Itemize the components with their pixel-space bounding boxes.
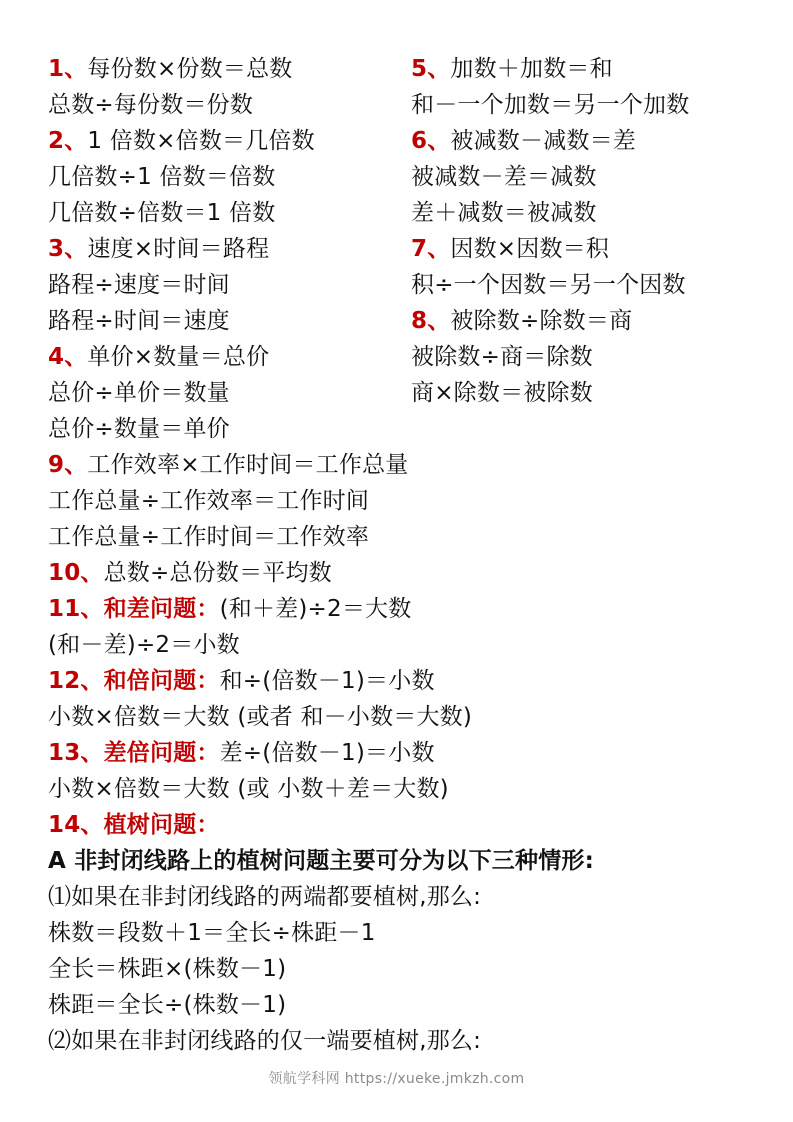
case-1-formula-a xyxy=(48,918,376,948)
formula-text: 商×除数＝被除数 xyxy=(411,380,593,406)
formula-1b xyxy=(48,90,253,120)
formula-text: 小数×倍数＝大数 (或 小数＋差＝大数) xyxy=(48,776,449,802)
case-1-formula-c xyxy=(48,990,286,1020)
formula-12 xyxy=(48,666,435,696)
formula-3c xyxy=(48,306,230,336)
formula-6 xyxy=(411,126,636,156)
formula-text: 1 倍数×倍数＝几倍数 xyxy=(87,128,315,154)
formula-8 xyxy=(411,306,632,336)
subheading-text: A 非封闭线路上的植树问题主要可分为以下三种情形: xyxy=(48,848,595,874)
formula-9c xyxy=(48,522,369,552)
formula-1 xyxy=(48,54,292,84)
item-number: 10、 xyxy=(48,560,104,586)
item-number: 2、 xyxy=(48,128,88,154)
formula-text: 总数÷每份数＝份数 xyxy=(48,92,254,118)
formula-10 xyxy=(48,558,332,588)
section-heading: 14、植树问题： xyxy=(48,812,220,838)
subheading-a xyxy=(48,846,594,876)
section-heading: 11、和差问题： xyxy=(48,596,220,622)
formula-text: 株距＝全长÷(株数－1) xyxy=(48,992,287,1018)
case-1-intro xyxy=(48,882,481,912)
formula-3 xyxy=(48,234,269,264)
formula-text: (和＋差)÷2＝大数 xyxy=(219,596,412,622)
item-number: 8、 xyxy=(411,308,451,334)
formula-text: 工作效率×工作时间＝工作总量 xyxy=(87,452,409,478)
formula-11 xyxy=(48,594,411,624)
formula-8c xyxy=(411,378,593,408)
formula-13 xyxy=(48,738,435,768)
formula-9 xyxy=(48,450,408,480)
formula-text: 全长＝株距×(株数－1) xyxy=(48,956,287,982)
formula-11b xyxy=(48,630,240,660)
formula-text: 积÷一个因数＝另一个因数 xyxy=(411,272,686,298)
formula-text: 被除数÷商＝除数 xyxy=(411,344,593,370)
item-number: 6、 xyxy=(411,128,451,154)
formula-text: 每份数×份数＝总数 xyxy=(87,56,293,82)
case-2-intro xyxy=(48,1026,481,1056)
formula-text: 工作总量÷工作效率＝工作时间 xyxy=(48,488,370,514)
item-number: 4、 xyxy=(48,344,88,370)
formula-text: 和÷(倍数－1)＝小数 xyxy=(219,668,435,694)
formula-14 xyxy=(48,810,220,840)
formula-text: 单价×数量＝总价 xyxy=(87,344,270,370)
formula-5 xyxy=(411,54,613,84)
item-number: 3、 xyxy=(48,236,88,262)
formula-7 xyxy=(411,234,609,264)
formula-2b xyxy=(48,162,275,192)
item-number: 9、 xyxy=(48,452,88,478)
formula-text: 几倍数÷倍数＝1 倍数 xyxy=(48,200,276,226)
formula-5b xyxy=(411,90,689,120)
formula-text: 加数＋加数＝和 xyxy=(450,56,613,82)
formula-8b xyxy=(411,342,593,372)
item-number: 1、 xyxy=(48,56,88,82)
formula-text: 小数×倍数＝大数 (或者 和－小数＝大数) xyxy=(48,704,473,730)
formula-text: 工作总量÷工作时间＝工作效率 xyxy=(48,524,370,550)
formula-7b xyxy=(411,270,686,300)
formula-text: ⑵如果在非封闭线路的仅一端要植树,那么: xyxy=(48,1028,482,1054)
formula-text: 速度×时间＝路程 xyxy=(87,236,270,262)
formula-13b xyxy=(48,774,449,804)
formula-text: (和－差)÷2＝小数 xyxy=(48,632,240,658)
formula-4 xyxy=(48,342,269,372)
page-footer: 领航学科网 https://xueke.jmkzh.com xyxy=(268,1071,525,1087)
formula-text: 路程÷时间＝速度 xyxy=(48,308,230,334)
formula-text: 被除数÷除数＝商 xyxy=(450,308,633,334)
formula-9b xyxy=(48,486,369,516)
formula-text: 总价÷数量＝单价 xyxy=(48,416,230,442)
item-number: 5、 xyxy=(411,56,451,82)
formula-4c xyxy=(48,414,230,444)
formula-text: 差÷(倍数－1)＝小数 xyxy=(219,740,435,766)
item-number: 7、 xyxy=(411,236,451,262)
formula-2 xyxy=(48,126,315,156)
formula-6c xyxy=(411,198,597,228)
formula-text: 被减数－减数＝差 xyxy=(450,128,637,154)
formula-text: 总价÷单价＝数量 xyxy=(48,380,230,406)
formula-text: 几倍数÷1 倍数＝倍数 xyxy=(48,164,276,190)
formula-text: 和－一个加数＝另一个加数 xyxy=(411,92,690,118)
formula-text: 被减数－差＝减数 xyxy=(411,164,597,190)
formula-text: 路程÷速度＝时间 xyxy=(48,272,230,298)
formula-4b xyxy=(48,378,230,408)
formula-text: ⑴如果在非封闭线路的两端都要植树,那么: xyxy=(48,884,482,910)
section-heading: 13、差倍问题： xyxy=(48,740,220,766)
formula-3b xyxy=(48,270,230,300)
formula-6b xyxy=(411,162,597,192)
formula-2c xyxy=(48,198,275,228)
formula-text: 因数×因数＝积 xyxy=(450,236,610,262)
case-1-formula-b xyxy=(48,954,286,984)
formula-text: 总数÷总份数＝平均数 xyxy=(103,560,332,586)
formula-12b xyxy=(48,702,472,732)
section-heading: 12、和倍问题： xyxy=(48,668,220,694)
formula-text: 差＋减数＝被减数 xyxy=(411,200,597,226)
formula-text: 株数＝段数＋1＝全长÷株距－1 xyxy=(48,920,376,946)
